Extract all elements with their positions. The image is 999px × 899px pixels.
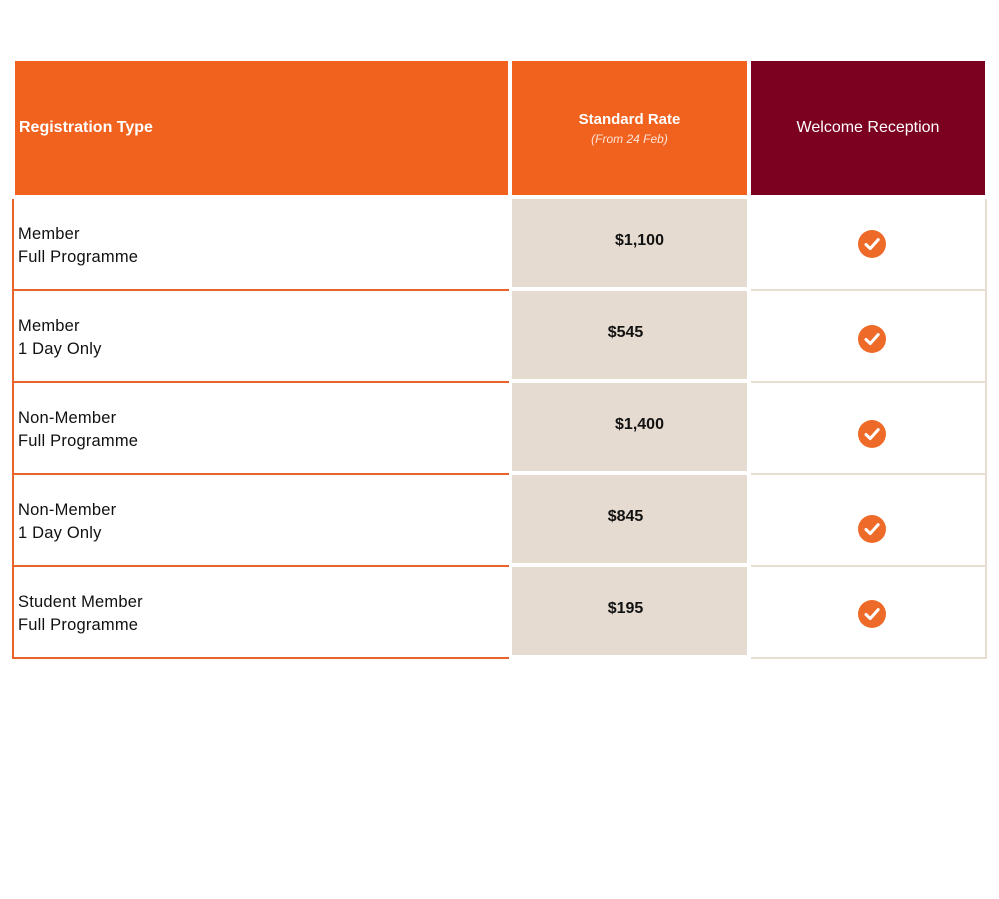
welcome-reception-cell	[751, 567, 987, 659]
welcome-reception-cell	[751, 475, 987, 567]
rate-value: $845	[607, 508, 644, 525]
registration-duration: Full Programme	[18, 248, 139, 266]
standard-rate-cell	[512, 475, 747, 563]
registration-duration: Full Programme	[18, 432, 139, 450]
header-standard-rate-label: Standard Rate	[578, 110, 681, 128]
registration-category: Student Member	[18, 593, 143, 611]
registration-duration: 1 Day Only	[18, 524, 102, 542]
table-row	[0, 383, 999, 475]
header-welcome-reception	[751, 61, 985, 195]
table-row	[0, 475, 999, 567]
table-row	[0, 291, 999, 383]
header-registration-type	[15, 61, 508, 195]
registration-type-cell	[12, 291, 509, 383]
check-circle-icon	[858, 515, 886, 543]
standard-rate-cell	[512, 291, 747, 379]
table-row	[0, 199, 999, 291]
welcome-reception-cell	[751, 383, 987, 475]
rate-value: $1,100	[615, 232, 664, 249]
check-circle-icon	[858, 325, 886, 353]
header-registration-type-label: Registration Type	[19, 119, 153, 136]
check-circle-icon	[858, 420, 886, 448]
rate-value: $1,400	[615, 416, 664, 433]
registration-type-cell	[12, 199, 509, 291]
header-welcome-reception-label: Welcome Reception	[796, 119, 940, 136]
registration-category: Non-Member	[18, 409, 117, 427]
registration-category: Non-Member	[18, 501, 117, 519]
check-circle-icon	[858, 230, 886, 258]
registration-duration: 1 Day Only	[18, 340, 102, 358]
registration-type-cell	[12, 383, 509, 475]
table-row	[0, 567, 999, 659]
check-circle-icon	[858, 600, 886, 628]
rate-value: $545	[607, 324, 644, 341]
welcome-reception-cell	[751, 291, 987, 383]
standard-rate-cell	[512, 383, 747, 471]
header-standard-rate	[512, 61, 747, 195]
registration-category: Member	[18, 225, 80, 243]
registration-category: Member	[18, 317, 80, 335]
header-standard-rate-note: (From 24 Feb)	[591, 131, 668, 146]
rate-value: $195	[607, 600, 644, 617]
registration-type-cell	[12, 567, 509, 659]
registration-duration: Full Programme	[18, 616, 139, 634]
registration-type-cell	[12, 475, 509, 567]
welcome-reception-cell	[751, 199, 987, 291]
standard-rate-cell	[512, 567, 747, 655]
standard-rate-cell	[512, 199, 747, 287]
